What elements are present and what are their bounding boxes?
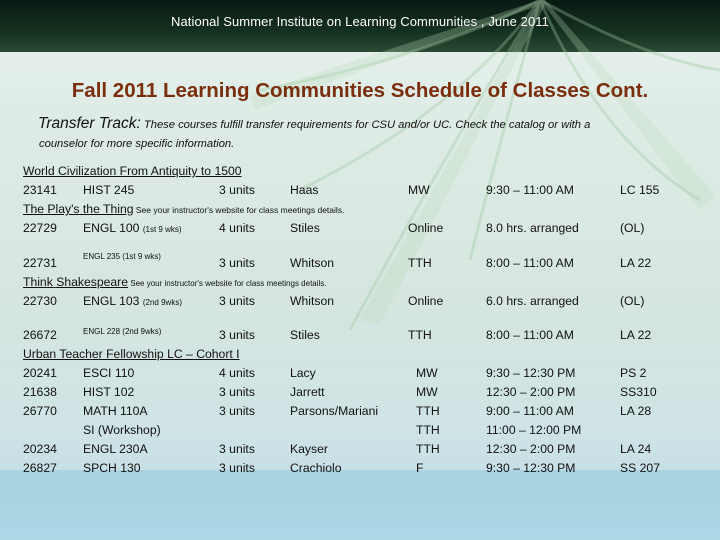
time: 12:30 – 2:00 PM bbox=[486, 442, 576, 456]
days: Online bbox=[408, 221, 444, 235]
days: TTH bbox=[416, 423, 440, 437]
units: 3 units bbox=[219, 183, 255, 197]
course bbox=[83, 327, 161, 336]
instructor: Stiles bbox=[290, 221, 320, 235]
page-title: Fall 2011 Learning Communities Schedule of Classes Cont. bbox=[71, 79, 649, 102]
section-world-civ: World Civilization From Antiquity to 1500 bbox=[23, 164, 242, 178]
days: TTH bbox=[408, 256, 432, 270]
intro-text-cont: counselor for more specific information. bbox=[39, 138, 235, 150]
course: SI (Workshop) bbox=[83, 423, 161, 437]
units: 3 units bbox=[219, 461, 255, 475]
units: 4 units bbox=[219, 221, 255, 235]
course-code: ENGL 235 bbox=[83, 252, 121, 261]
units: 3 units bbox=[219, 385, 255, 399]
crn: 26827 bbox=[23, 461, 57, 475]
time: 9:30 – 11:00 AM bbox=[486, 183, 574, 197]
track-label: Transfer Track: bbox=[38, 115, 141, 132]
days: F bbox=[416, 461, 424, 475]
crn: 26770 bbox=[23, 404, 57, 418]
time: 11:00 – 12:00 PM bbox=[486, 423, 582, 437]
units: 3 units bbox=[219, 328, 255, 342]
section-plays bbox=[23, 202, 344, 216]
room: LA 28 bbox=[620, 404, 652, 418]
room: SS310 bbox=[620, 385, 657, 399]
course bbox=[83, 294, 182, 308]
course: ENGL 230A bbox=[83, 442, 148, 456]
instructor: Kayser bbox=[290, 442, 328, 456]
instructor: Crachiolo bbox=[290, 461, 342, 475]
room: LA 22 bbox=[620, 256, 652, 270]
crn: 20234 bbox=[23, 442, 57, 456]
room: LC 155 bbox=[620, 183, 660, 197]
crn: 22730 bbox=[23, 294, 57, 308]
room: SS 207 bbox=[620, 461, 660, 475]
instructor: Haas bbox=[290, 183, 319, 197]
days: TTH bbox=[408, 328, 432, 342]
time: 6.0 hrs. arranged bbox=[486, 294, 579, 308]
days: MW bbox=[408, 183, 430, 197]
days: MW bbox=[416, 366, 438, 380]
time: 9:30 – 12:30 PM bbox=[486, 461, 576, 475]
room: PS 2 bbox=[620, 366, 647, 380]
course-code: ENGL 228 bbox=[83, 327, 121, 336]
water-background bbox=[0, 470, 720, 540]
course-note: (2nd 9wks) bbox=[142, 298, 182, 307]
header-text: National Summer Institute on Learning Communities , June 2011 bbox=[170, 14, 549, 29]
instructor: Lacy bbox=[290, 366, 316, 380]
room: LA 24 bbox=[620, 442, 652, 456]
intro-text: These courses fulfill transfer requirements for CSU and/or UC. Check the catalog or with a bbox=[140, 119, 591, 131]
instructor: Jarrett bbox=[290, 385, 325, 399]
course: MATH 110A bbox=[83, 404, 148, 418]
days: TTH bbox=[416, 442, 440, 456]
crn: 22731 bbox=[23, 256, 57, 270]
instructor: Whitson bbox=[290, 294, 335, 308]
time: 8.0 hrs. arranged bbox=[486, 221, 579, 235]
days: MW bbox=[416, 385, 438, 399]
course-note: (1st 9 wks) bbox=[142, 225, 182, 234]
course bbox=[83, 221, 182, 235]
time: 8:00 – 11:00 AM bbox=[486, 328, 574, 342]
units: 3 units bbox=[219, 294, 255, 308]
time: 8:00 – 11:00 AM bbox=[486, 256, 574, 270]
units: 3 units bbox=[219, 256, 255, 270]
units: 3 units bbox=[219, 442, 255, 456]
section-note: See your instructor's website for class meetings details. bbox=[128, 279, 327, 288]
crn: 23141 bbox=[23, 183, 57, 197]
units: 3 units bbox=[219, 404, 255, 418]
course: SPCH 130 bbox=[83, 461, 141, 475]
room: (OL) bbox=[620, 294, 645, 308]
days: TTH bbox=[416, 404, 440, 418]
time: 9:30 – 12:30 PM bbox=[486, 366, 576, 380]
course-note: (2nd 9wks) bbox=[122, 327, 162, 336]
course: ESCI 110 bbox=[83, 366, 135, 380]
instructor: Whitson bbox=[290, 256, 335, 270]
course-code: ENGL 100 bbox=[83, 221, 140, 235]
crn: 22729 bbox=[23, 221, 57, 235]
crn: 20241 bbox=[23, 366, 57, 380]
course-code: ENGL 103 bbox=[83, 294, 140, 308]
section-shakespeare bbox=[23, 275, 327, 289]
course-note: (1st 9 wks) bbox=[122, 252, 161, 261]
instructor: Parsons/Mariani bbox=[290, 404, 379, 418]
time: 12:30 – 2:00 PM bbox=[486, 385, 576, 399]
days: Online bbox=[408, 294, 444, 308]
room: LA 22 bbox=[620, 328, 652, 342]
intro-paragraph bbox=[38, 114, 698, 154]
section-urban-teacher: Urban Teacher Fellowship LC – Cohort I bbox=[23, 347, 240, 361]
section-title: Think Shakespeare bbox=[23, 275, 129, 289]
instructor: Stiles bbox=[290, 328, 320, 342]
section-note: See your instructor's website for class meetings details. bbox=[133, 205, 345, 215]
section-title: The Play's the Thing bbox=[23, 202, 134, 216]
units: 4 units bbox=[219, 366, 255, 380]
course: HIST 245 bbox=[83, 183, 135, 197]
course bbox=[83, 252, 161, 261]
time: 9:00 – 11:00 AM bbox=[486, 404, 574, 418]
crn: 26672 bbox=[23, 328, 57, 342]
course: HIST 102 bbox=[83, 385, 135, 399]
room: (OL) bbox=[620, 221, 645, 235]
crn: 21638 bbox=[23, 385, 57, 399]
